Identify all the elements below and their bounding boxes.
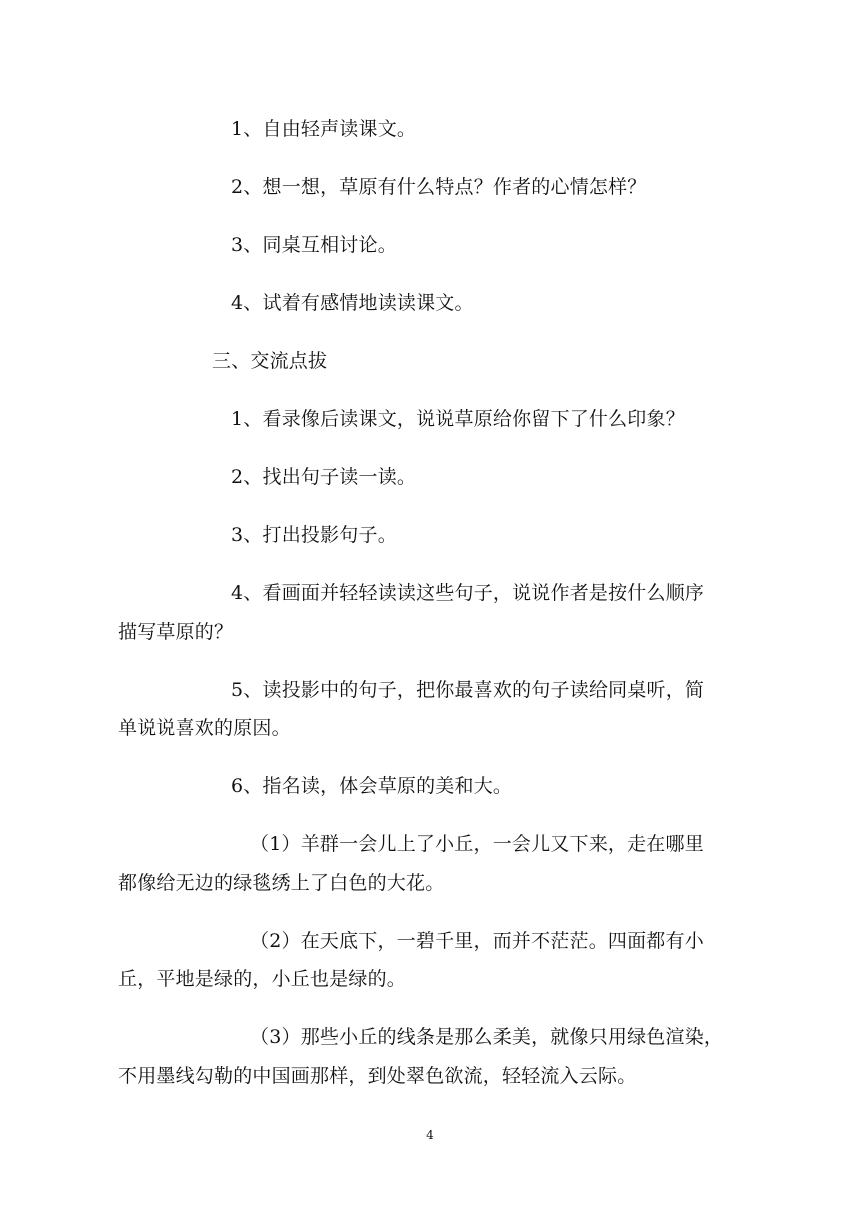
quote-3-line1: （3）那些小丘的线条是那么柔美，就像只用绿色渲染，	[250, 1026, 724, 1048]
step-named-reading: 6、指名读，体会草原的美和大。	[231, 775, 513, 797]
step-project-sentences: 3、打出投影句子。	[231, 524, 397, 546]
step-find-sentences: 2、找出句子读一读。	[231, 466, 417, 488]
step-think-features: 2、想一想，草原有什么特点？作者的心情怎样？	[231, 176, 647, 198]
quote-1-line2: 都像给无边的绿毯绣上了白色的大花。	[118, 872, 445, 894]
step-read-projection-line1: 5、读投影中的句子，把你最喜欢的句子读给同桌听，简	[231, 679, 705, 701]
quote-3-line2: 不用墨线勾勒的中国画那样，到处翠色欲流，轻轻流入云际。	[118, 1065, 637, 1087]
section-heading: 三、交流点拔	[212, 350, 328, 372]
quote-2-line1: （2）在天底下，一碧千里，而并不茫茫。四面都有小	[250, 930, 704, 952]
step-discuss: 3、同桌互相讨论。	[231, 234, 397, 256]
page-number: 4	[426, 1128, 434, 1142]
quote-1-line1: （1）羊群一会儿上了小丘，一会儿又下来，走在哪里	[250, 833, 704, 855]
step-read-quietly: 1、自由轻声读课文。	[231, 118, 417, 140]
step-view-picture-line2: 描写草原的？	[118, 621, 234, 643]
step-watch-video: 1、看录像后读课文，说说草原给你留下了什么印象？	[231, 408, 685, 430]
step-read-projection-line2: 单说说喜欢的原因。	[118, 717, 291, 739]
step-view-picture-line1: 4、看画面并轻轻读读这些句子，说说作者是按什么顺序	[231, 582, 705, 604]
quote-2-line2: 丘，平地是绿的，小丘也是绿的。	[118, 968, 407, 990]
step-read-emotionally: 4、试着有感情地读读课文。	[231, 292, 474, 314]
